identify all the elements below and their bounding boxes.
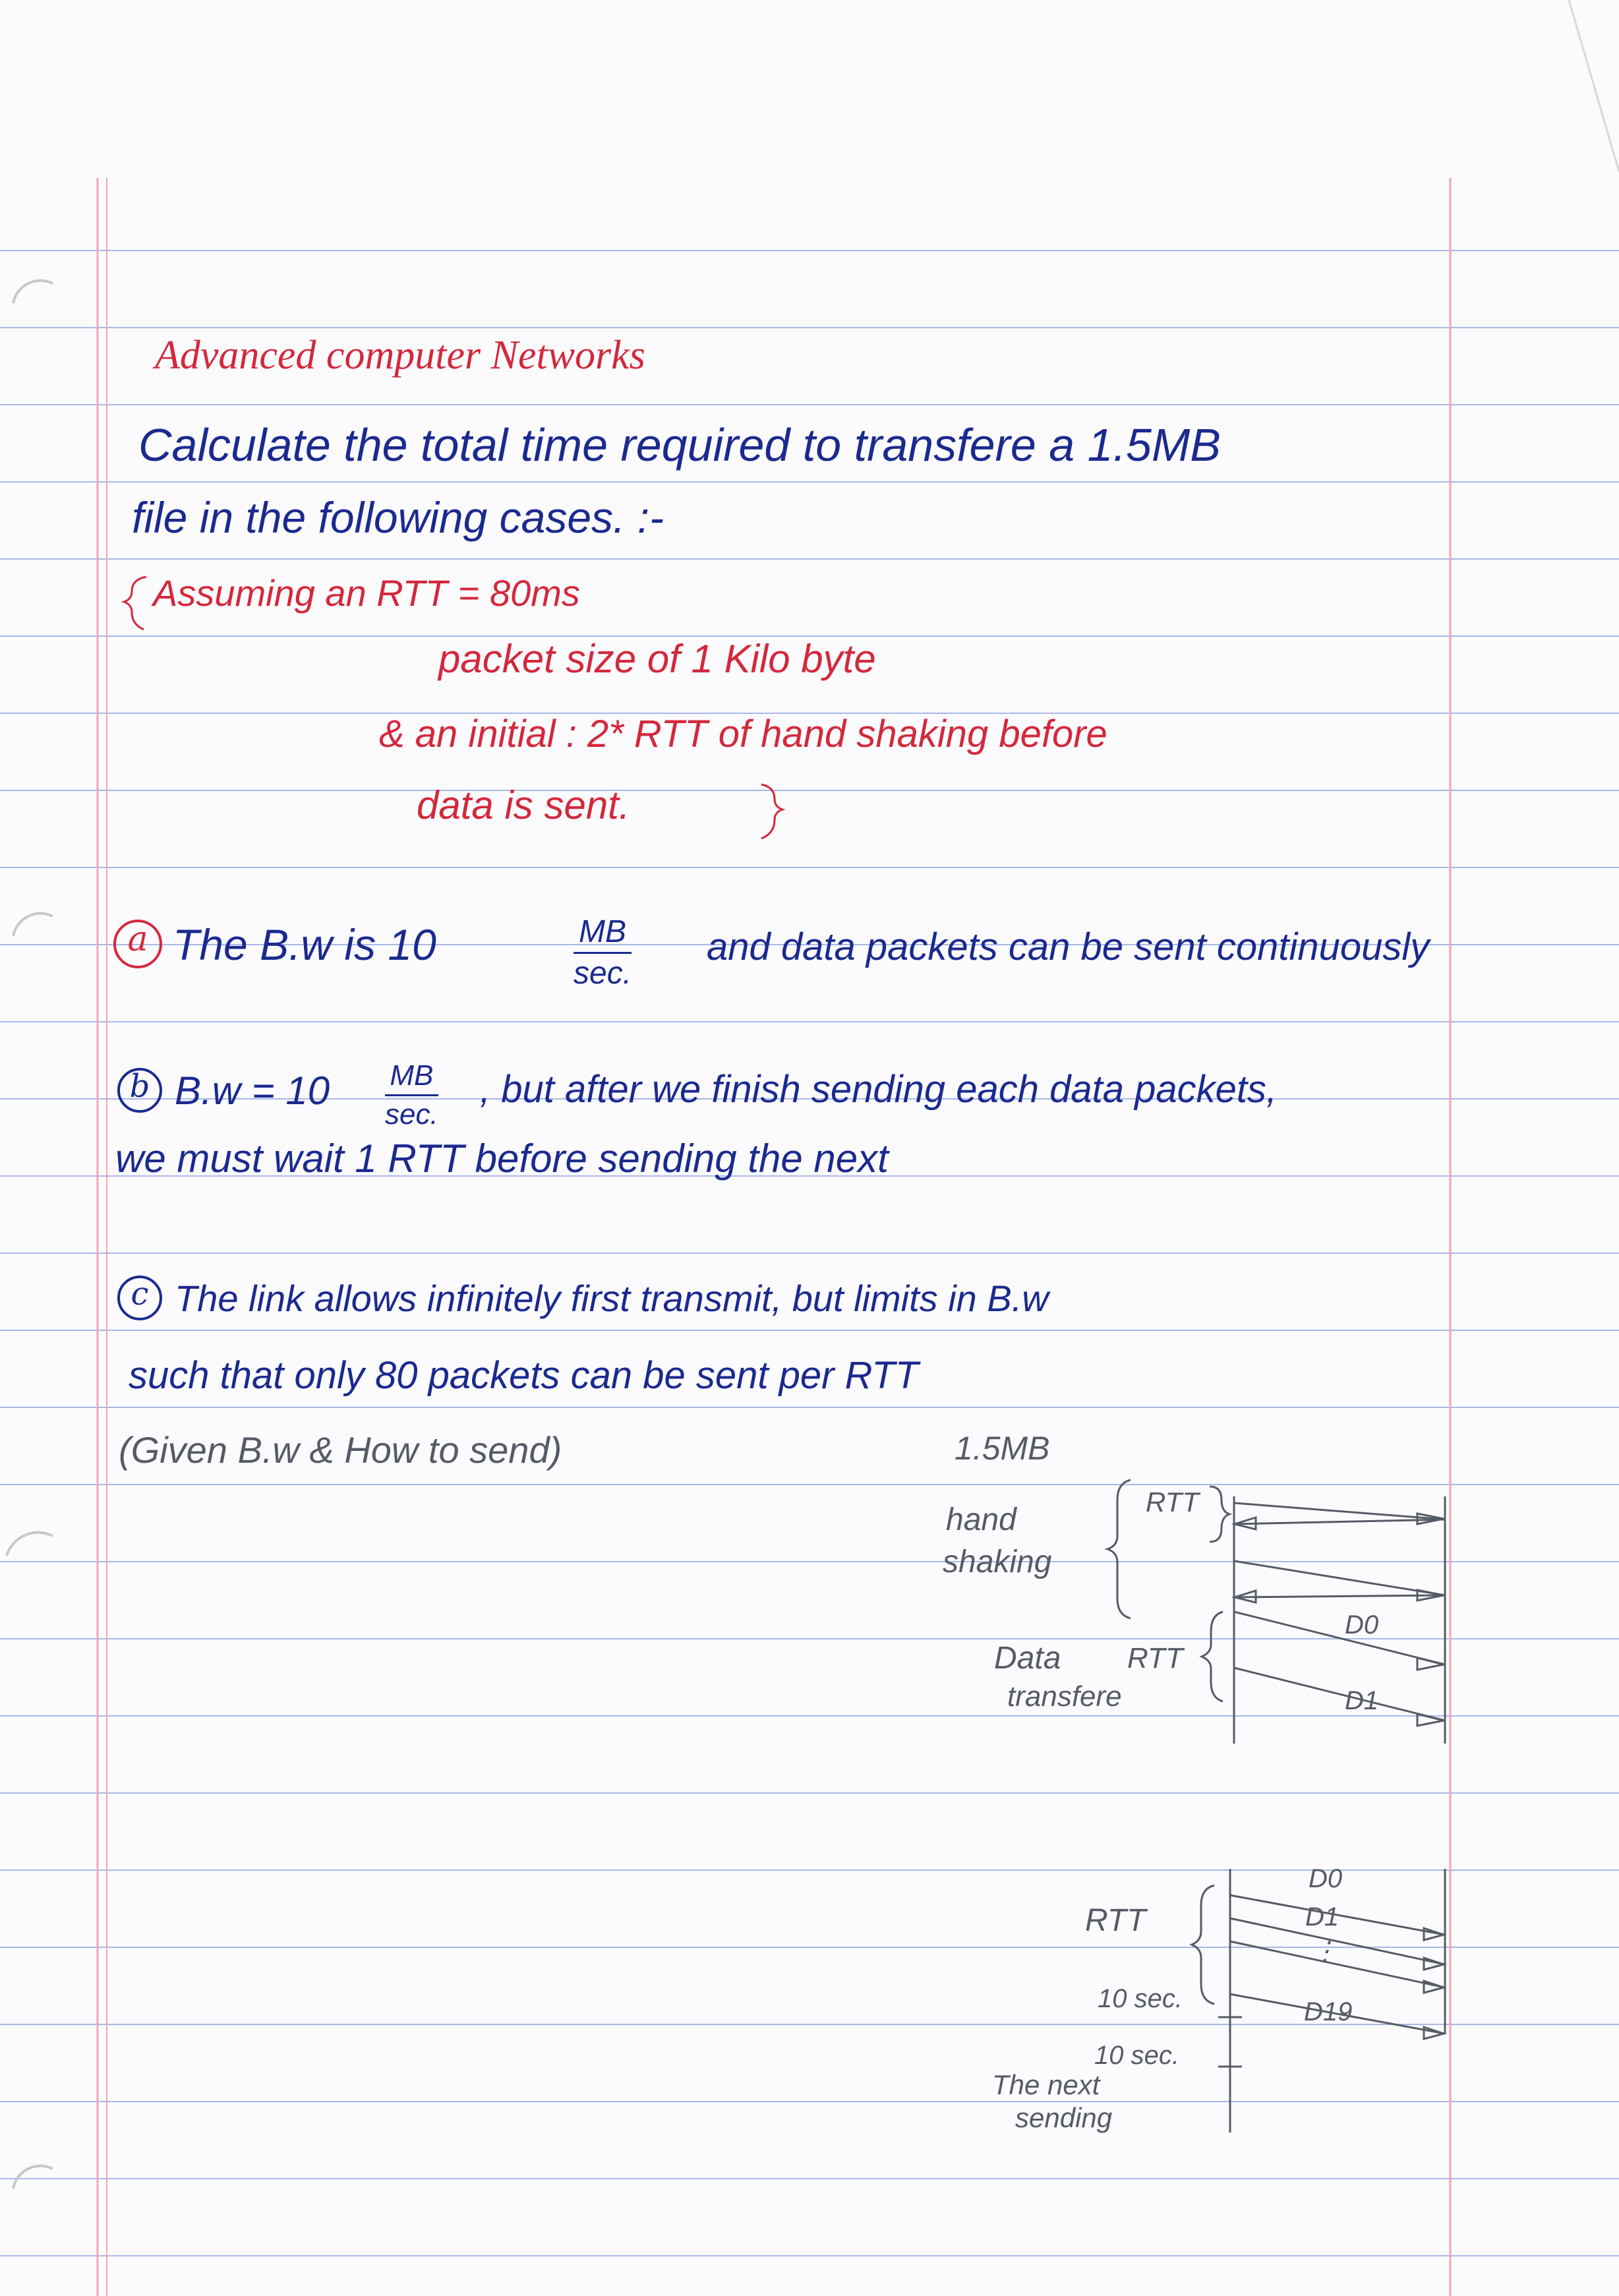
diagram-2-next-label-1: The next xyxy=(992,2069,1100,2100)
page-title: Advanced computer Networks xyxy=(155,333,645,378)
assumption-brace-close xyxy=(761,784,782,839)
assumption-packet-size: packet size of 1 Kilo byte xyxy=(438,637,876,681)
assumption-handshake: & an initial : 2* RTT of hand shaking before xyxy=(379,713,1107,755)
diagram-1-brace-data xyxy=(1202,1612,1223,1701)
binder-hole-2 xyxy=(13,914,53,936)
diagram-2-10sec-label-1: 10 sec. xyxy=(1098,1984,1183,2013)
case-c-note: (Given B.w & How to send) xyxy=(119,1429,562,1471)
case-b-unit-num: MB xyxy=(385,1061,438,1096)
diagram-1-data-label-1: Data xyxy=(994,1641,1061,1676)
case-a-unit xyxy=(574,916,632,989)
page-edge-shadow xyxy=(1569,0,1619,171)
diagram-1-data-label-2: transfere xyxy=(1007,1680,1122,1713)
diagram-1-data-d1 xyxy=(1234,1668,1445,1721)
case-c-line-2: such that only 80 packets can be sent per RTT xyxy=(129,1354,919,1397)
diagram-2-10sec-label-2: 10 sec. xyxy=(1094,2041,1179,2070)
ruled-lines xyxy=(0,250,1619,2256)
case-a-unit-num: MB xyxy=(574,916,632,954)
assumption-data-sent: data is sent. xyxy=(417,783,630,827)
diagram-1-handshake-send-2 xyxy=(1234,1561,1445,1595)
case-b-unit xyxy=(385,1061,438,1129)
diagram-1-d0-label: D0 xyxy=(1345,1610,1379,1639)
case-c-line-1: The link allows infinitely first transmit, but limits in B.w xyxy=(175,1278,1049,1319)
diagram-1-timing xyxy=(1107,1480,1445,1744)
diagram-1-size-label: 1.5MB xyxy=(955,1430,1050,1467)
case-b-text-before: B.w = 10 xyxy=(175,1069,330,1113)
diagram-1-handshake-label-1: hand xyxy=(946,1502,1016,1537)
case-b-unit-den: sec. xyxy=(385,1098,438,1131)
case-b-line-2: we must wait 1 RTT before sending the next xyxy=(115,1136,889,1181)
diagram-2-d0-label: D0 xyxy=(1309,1864,1343,1893)
diagram-2-brace-rtt xyxy=(1192,1885,1214,2004)
diagram-1-rtt-data-label: RTT xyxy=(1127,1642,1183,1674)
case-a-text-after: and data packets can be sent continuously xyxy=(707,926,1430,968)
diagram-2-d19-label: D19 xyxy=(1304,1997,1353,2026)
diagram-1-handshake-reply xyxy=(1234,1519,1445,1524)
case-b-text-after: , but after we finish sending each data packets, xyxy=(480,1068,1278,1111)
problem-line-1: Calculate the total time required to transfere a 1.5MB xyxy=(138,419,1221,471)
problem-line-2: file in the following cases. :- xyxy=(132,493,664,542)
diagram-1-brace-handshake xyxy=(1107,1480,1131,1618)
binder-hole-3 xyxy=(7,1533,53,1556)
diagram-2-d1-label: D1 xyxy=(1305,1902,1339,1931)
diagram-2-rtt-label: RTT xyxy=(1085,1903,1146,1938)
case-c-marker: c xyxy=(117,1276,162,1320)
assumption-lead: Assuming an RTT = 80ms xyxy=(153,572,580,614)
diagram-1-handshake-label-2: shaking xyxy=(943,1545,1052,1579)
binder-hole-4 xyxy=(13,2166,53,2189)
diagram-1-handshake-reply-2 xyxy=(1234,1595,1445,1597)
case-b-marker: b xyxy=(117,1068,162,1113)
diagram-2-dots-label: ⋮ xyxy=(1312,1937,1338,1966)
diagram-1-rtt-top-label: RTT xyxy=(1146,1487,1199,1517)
assumption-brace-open xyxy=(124,577,146,630)
case-a-text-before: The B.w is 10 xyxy=(173,920,436,969)
diagram-2-next-label-2: sending xyxy=(1015,2102,1113,2133)
diagram-1-handshake-send xyxy=(1234,1503,1445,1519)
diagram-1-brace-rtt-top xyxy=(1210,1487,1229,1542)
case-a-unit-den: sec. xyxy=(574,956,632,991)
binder-hole-1 xyxy=(13,281,53,303)
diagram-1-d1-label: D1 xyxy=(1345,1686,1379,1715)
case-a-marker: a xyxy=(113,920,162,968)
